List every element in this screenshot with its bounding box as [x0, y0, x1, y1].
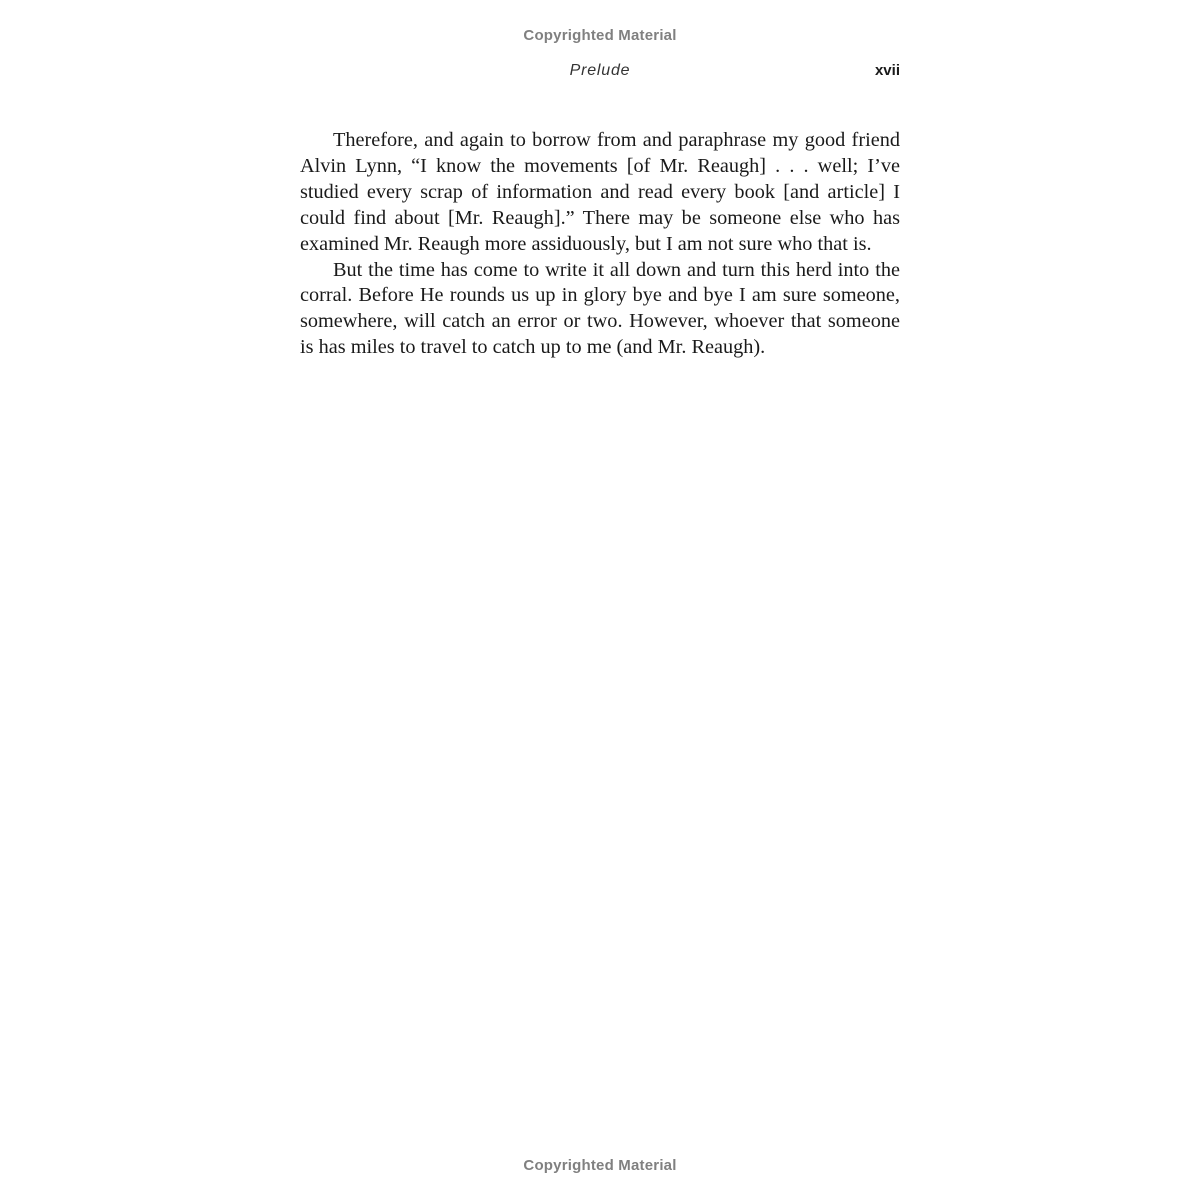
running-head: [300, 62, 900, 84]
copyright-watermark-top: Copyrighted Material: [523, 27, 677, 44]
copyright-watermark-bottom: Copyrighted Material: [523, 1157, 677, 1174]
page-number: xvii: [874, 62, 900, 79]
paragraph: Therefore, and again to borrow from and paraphrase my good friend Alvin Lynn, “I know the movements [of Mr. Reaugh] . . . well; I’ve studied every scrap of information and read every book [and article] I could find about [Mr. Reaugh].” There may be someone else who has examined Mr. Reaugh more assiduously, but I am not sure who that is.: [300, 129, 900, 255]
running-title: Prelude: [569, 62, 631, 79]
body-text: [300, 128, 900, 361]
paragraph: But the time has come to write it all down and turn this herd into the corral. Before He rounds us up in glory bye and bye I am sure someone, somewhere, will catch an error or two. However, whoever that someone is has miles to travel to catch up to me (and Mr. Reaugh).: [300, 258, 900, 359]
